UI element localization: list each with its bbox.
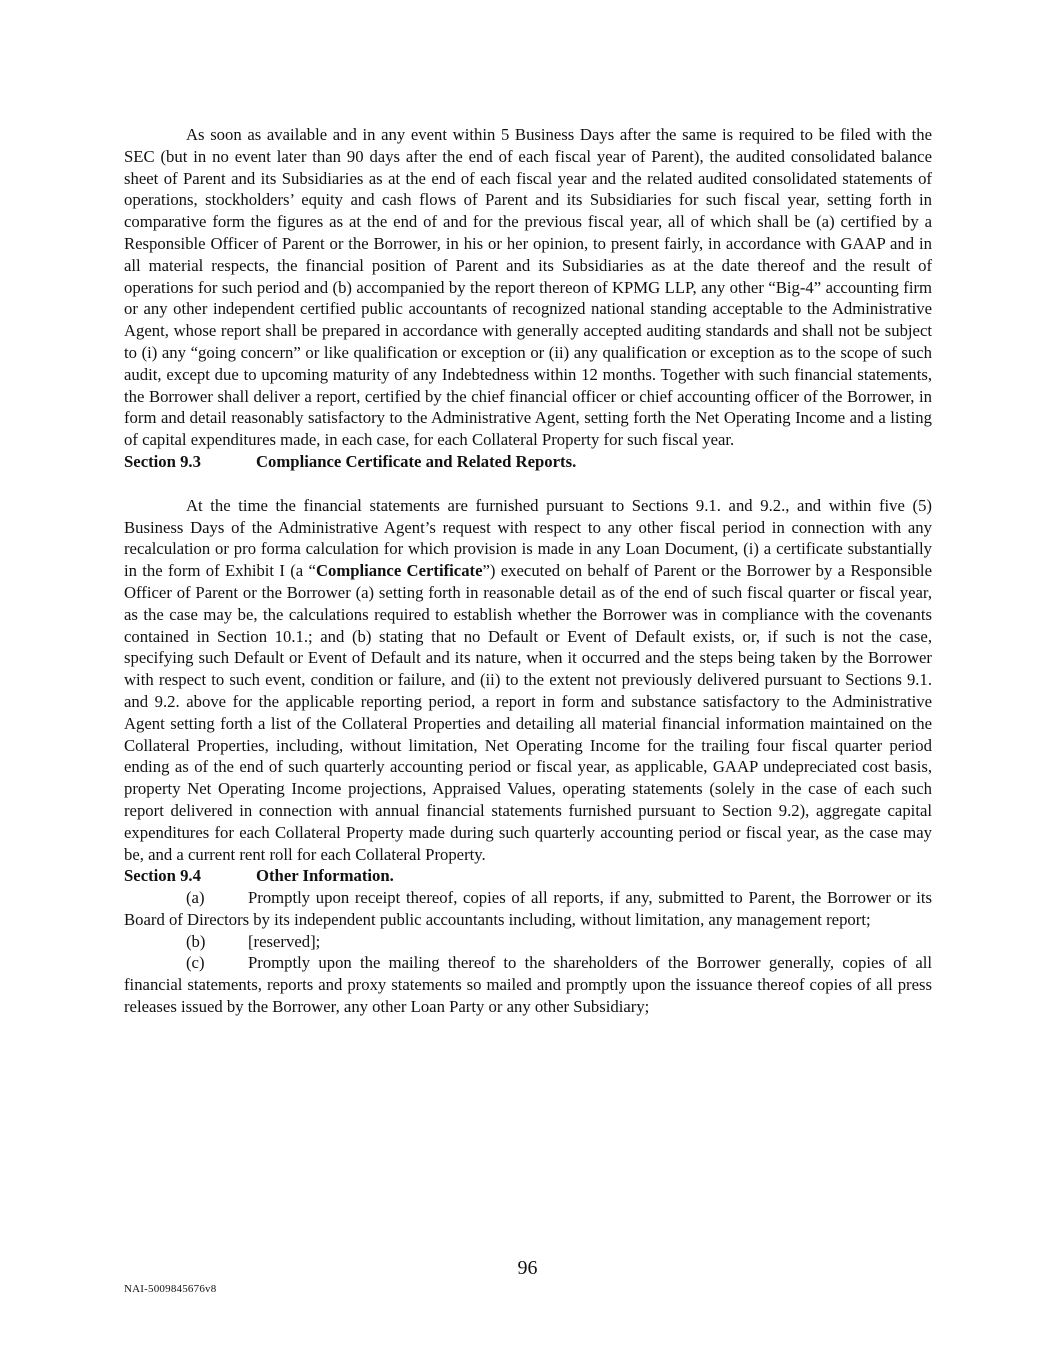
section-9-4-heading: [124, 865, 932, 887]
section-9-4-title: Other Information.: [256, 866, 394, 886]
page-number: 96: [517, 1257, 538, 1279]
list-item-label: (a): [186, 888, 205, 908]
list-item-text: Promptly upon receipt thereof, copies of all reports, if any, submitted to Parent, the Borrower or its Board of Directors by its independent public accountants including, without limitation, any management report;: [124, 888, 932, 929]
document-page: [124, 124, 932, 1018]
list-item-text: Promptly upon the mailing thereof to the shareholders of the Borrower generally, copies of all financial statements, reports and proxy statements so mailed and promptly upon the issuance thereof copies of all press releases issued by the Borrower, any other Loan Party or any other Subsidiary;: [124, 953, 932, 1017]
list-item-text: [reserved];: [248, 931, 321, 951]
list-item-c: [124, 952, 932, 1017]
section-9-3-body-part1: At the time the financial statements are furnished pursuant to Sections 9.1. and 9.2., and within five (5) Business Days of the Administrative Agent’s request with respect to any other fiscal period in connection with any recalculation or pro forma calculation for which provision is made in any Loan Document, (i) a certificate substantially in the form of Exhibit I (a “: [124, 495, 932, 581]
section-9-3-body-part2: ”) executed on behalf of Parent or the Borrower by a Responsible Officer of Parent or the Borrower (a) setting forth in reasonable detail as of the end of such fiscal quarter or fiscal year, as the case may be, the calculations required to establish whether the Borrower was in compliance with the covenants contained in Section 10.1.; and (b) stating that no Default or Event of Default exists, or, if such is not the case, specifying such Default or Event of Default and its nature, when it occurred and the steps being taken by the Borrower with respect to such event, condition or failure, and (ii) to the extent not previously delivered pursuant to Sections 9.1. and 9.2. above for the applicable reporting period, a report in form and substance satisfactory to the Administrative Agent setting forth a list of the Collateral Properties and detailing all material financial information maintained on the Collateral Properties, including, without limitation, Net Operating Income for the trailing four fiscal quarter period ending as of the end of such quarterly accounting period or fiscal year, as applicable, GAAP undepreciated cost basis, property Net Operating Income projections, Appraised Values, operating statements (solely in the case of each such report delivered in connection with annual financial statements furnished pursuant to Section 9.2), aggregate capital expenditures for each Collateral Property made during such quarterly accounting period or fiscal year, as the case may be, and a current rent roll for each Collateral Property.: [124, 561, 932, 864]
list-item-b: [124, 931, 932, 953]
section-9-3-body: [124, 495, 932, 866]
list-item-label: (c): [186, 953, 205, 973]
list-item-label: (b): [186, 931, 206, 951]
section-9-3-number: Section 9.3: [124, 451, 201, 471]
section-9-3-heading: [124, 451, 932, 473]
section-9-3-title: Compliance Certificate and Related Reports.: [256, 451, 577, 471]
annual-statements-paragraph: As soon as available and in any event within 5 Business Days after the same is required to be filed with the SEC (but in no event later than 90 days after the end of each fiscal year of Parent), the audited consolidated balance sheet of Parent and its Subsidiaries as at the end of each fiscal year and the related audited consolidated statements of operations, stockholders’ equity and cash flows of Parent and its Subsidiaries for such fiscal year, setting forth in comparative form the figures as at the end of and for the previous fiscal year, all of which shall be (a) certified by a Responsible Officer of Parent or the Borrower, in his or her opinion, to present fairly, in accordance with GAAP and in all material respects, the financial position of Parent and its Subsidiaries as at the date thereof and the result of operations for such period and (b) accompanied by the report thereon of KPMG LLP, any other “Big-4” accounting firm or any other independent certified public accountants of recognized national standing acceptable to the Administrative Agent, whose report shall be prepared in accordance with generally accepted auditing standards and shall not be subject to (i) any “going concern” or like qualification or exception or (ii) any qualification or exception as to the scope of such audit, except due to upcoming maturity of any Indebtedness within 12 months. Together with such financial statements, the Borrower shall deliver a report, certified by the chief financial officer or chief accounting officer of the Borrower, in form and detail reasonably satisfactory to the Administrative Agent, setting forth the Net Operating Income and a listing of capital expenditures made, in each case, for each Collateral Property for such fiscal year.: [124, 125, 932, 450]
defined-term-compliance-certificate: Compliance Certificate: [315, 561, 483, 581]
document-id: NAI-5009845676v8: [124, 1283, 217, 1295]
section-9-4-number: Section 9.4: [124, 866, 201, 886]
list-item-a: [124, 887, 932, 931]
